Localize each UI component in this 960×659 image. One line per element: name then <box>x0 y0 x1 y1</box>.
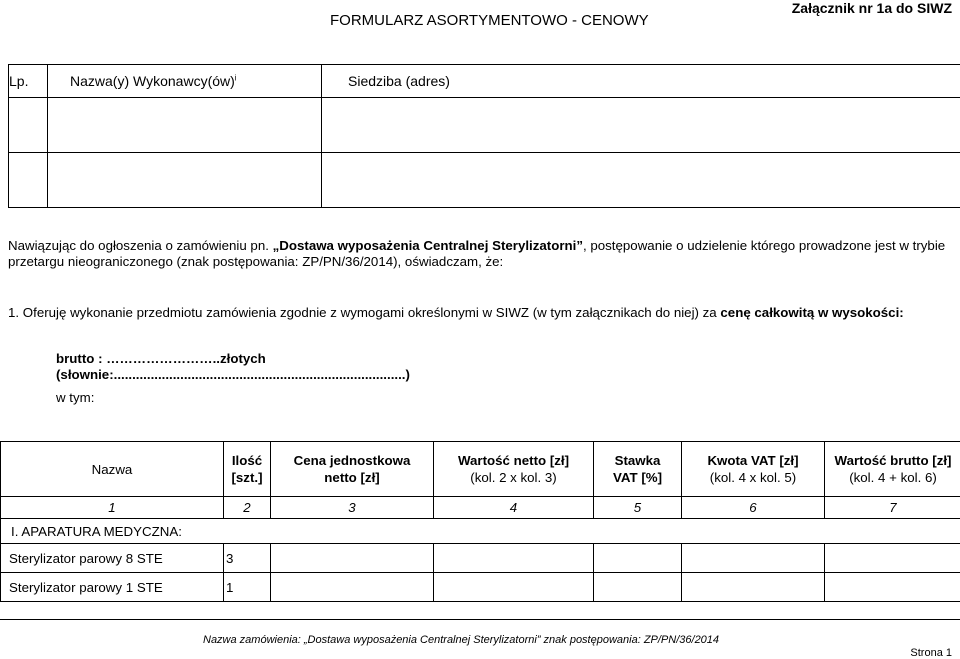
item-qty: 1 <box>224 573 271 602</box>
col-address-label: Siedziba (adres) <box>348 73 450 89</box>
item-name: Sterylizator parowy 8 STE <box>1 544 224 573</box>
hdr-ilosc-2: [szt.] <box>231 470 263 485</box>
item-gross-value[interactable] <box>825 573 960 602</box>
col-address <box>322 65 960 98</box>
hdr-wartosc-netto-2: (kol. 2 x kol. 3) <box>470 470 557 485</box>
intro-order-name: „Dostawa wyposażenia Centralnej Sterylizatorni” <box>272 238 583 253</box>
col-number: 7 <box>825 497 960 519</box>
footer-divider <box>0 619 960 620</box>
hdr-wartosc-netto-1: Wartość netto [zł] <box>457 453 570 468</box>
contractor-name-cell[interactable] <box>48 153 322 208</box>
col-number: 1 <box>1 497 224 519</box>
intro-text-1: Nawiązując do ogłoszenia o zamówieniu pn. <box>8 238 273 253</box>
hdr-nazwa <box>1 442 224 497</box>
col-name-sup: i <box>234 73 237 83</box>
col-number: 3 <box>271 497 434 519</box>
w-tym-label: w tym: <box>56 390 95 405</box>
col-number: 2 <box>224 497 271 519</box>
contractor-table <box>8 64 960 208</box>
items-header-row <box>1 442 960 497</box>
hdr-brutto-1: Wartość brutto [zł] <box>834 453 952 468</box>
col-number: 5 <box>594 497 682 519</box>
hdr-brutto-2: (kol. 4 + kol. 6) <box>849 470 937 485</box>
intro-text-2: , postępowanie o udzielenie którego prowadzone jest w trybie przetargu nieograniczonego (znak postępowania: ZP/PN/36/2014), oświadczam, że: <box>8 238 946 269</box>
item-name: Sterylizator parowy 1 STE <box>1 573 224 602</box>
hdr-cena <box>271 442 434 497</box>
hdr-kwota-2: (kol. 4 x kol. 5) <box>709 470 797 485</box>
item-vat-rate[interactable] <box>594 573 682 602</box>
slownie-field[interactable]: (słownie:...............................................................................) <box>56 367 410 382</box>
section-row <box>1 519 960 544</box>
hdr-cena-1: Cena jednostkowa <box>293 453 411 468</box>
col-lp-label: Lp. <box>9 73 29 89</box>
hdr-brutto <box>825 442 960 497</box>
item-unit-price[interactable] <box>271 573 434 602</box>
contractor-name-cell[interactable] <box>48 98 322 153</box>
col-name <box>48 65 322 98</box>
hdr-ilosc <box>224 442 271 497</box>
hdr-stawka <box>594 442 682 497</box>
contractor-row <box>9 98 960 153</box>
col-lp <box>9 65 48 98</box>
contractor-lp-cell[interactable] <box>9 98 48 153</box>
col-name-label: Nazwa(y) Wykonawcy(ów) <box>70 73 235 89</box>
hdr-kwota <box>682 442 825 497</box>
item-net-value[interactable] <box>434 544 594 573</box>
contractor-row <box>9 153 960 208</box>
attachment-label: Załącznik nr 1a do SIWZ <box>791 0 952 16</box>
intro-paragraph <box>8 238 958 270</box>
form-title: FORMULARZ ASORTYMENTOWO - CENOWY <box>330 12 649 29</box>
hdr-ilosc-1: Ilość <box>231 453 263 468</box>
col-number: 6 <box>682 497 825 519</box>
item-vat-amount[interactable] <box>682 573 825 602</box>
item-net-value[interactable] <box>434 573 594 602</box>
contractor-lp-cell[interactable] <box>9 153 48 208</box>
item-qty: 3 <box>224 544 271 573</box>
page-number: Strona 1 <box>910 647 952 659</box>
contractor-address-cell[interactable] <box>322 98 960 153</box>
brutto-field[interactable]: brutto : ……………………..złotych <box>56 351 266 366</box>
hdr-stawka-2: VAT [%] <box>613 470 662 485</box>
hdr-wartosc-netto <box>434 442 594 497</box>
item-unit-price[interactable] <box>271 544 434 573</box>
table-row <box>1 544 960 573</box>
contractor-address-cell[interactable] <box>322 153 960 208</box>
offer-text: 1. Oferuję wykonanie przedmiotu zamówienia zgodnie z wymogami określonymi w SIWZ (w tym załącznikach do niej) za <box>8 305 721 320</box>
contractor-header-row <box>9 65 960 98</box>
col-number: 4 <box>434 497 594 519</box>
section-title: I. APARATURA MEDYCZNA: <box>1 519 960 544</box>
item-vat-amount[interactable] <box>682 544 825 573</box>
offer-bold: cenę całkowitą w wysokości: <box>720 305 904 320</box>
hdr-nazwa-label: Nazwa <box>91 461 133 477</box>
hdr-stawka-1: Stawka <box>614 453 661 468</box>
items-table <box>0 441 960 602</box>
item-vat-rate[interactable] <box>594 544 682 573</box>
hdr-cena-2: netto [zł] <box>324 470 380 485</box>
item-gross-value[interactable] <box>825 544 960 573</box>
footer-text: Nazwa zamówienia: „Dostawa wyposażenia Centralnej Sterylizatorni” znak postępowania: ZP/PN/36/2014 <box>203 634 720 646</box>
hdr-kwota-1: Kwota VAT [zł] <box>707 453 799 468</box>
offer-paragraph <box>8 305 958 321</box>
column-number-row <box>1 497 960 519</box>
table-row <box>1 573 960 602</box>
